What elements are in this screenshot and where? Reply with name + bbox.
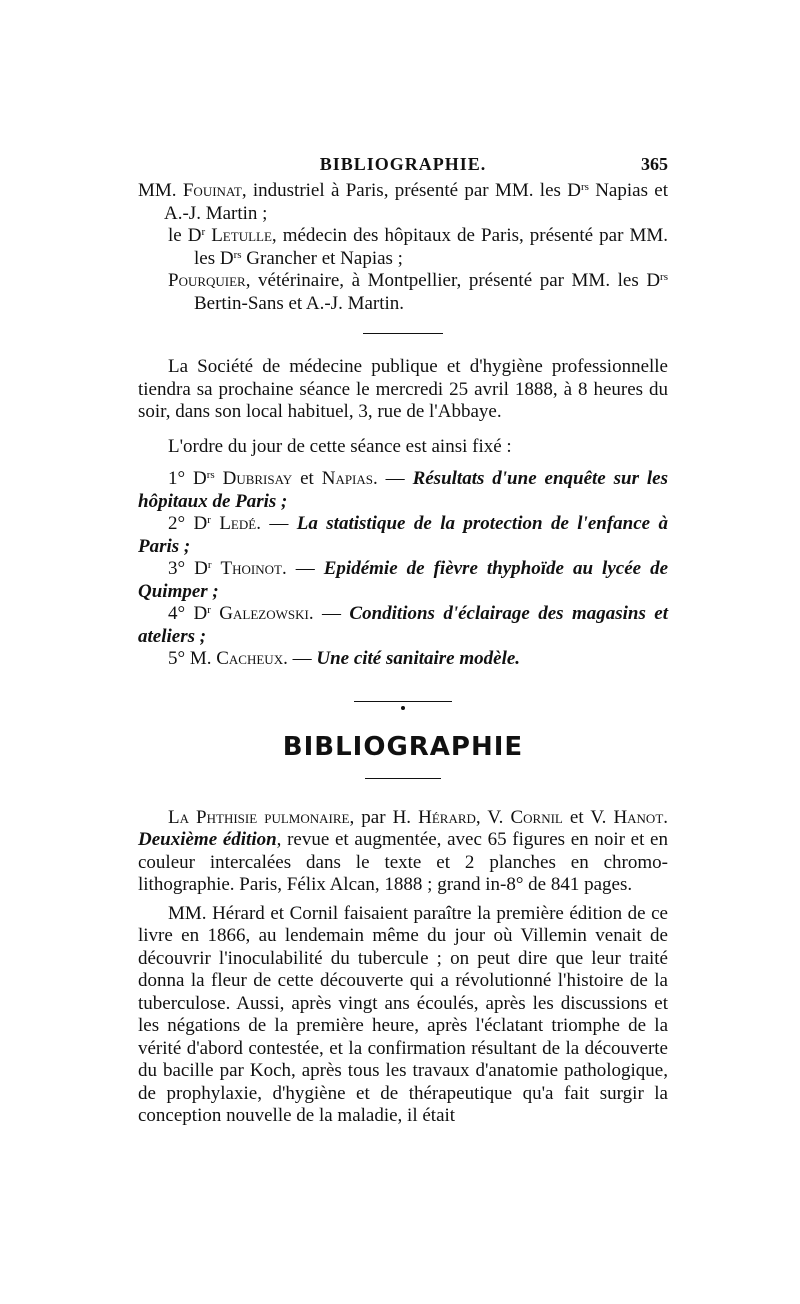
book-title: La Phthisie pulmonaire <box>168 806 350 828</box>
agenda-number: 5° M. <box>168 648 217 669</box>
announcement: La Société de médecine publique et d'hygiène professionnelle tiendra sa prochaine séance le mercredi 25 avril 1888, à 8 heures du soir, dans son local habituel, 3, rue de l'Abbaye. <box>138 356 668 422</box>
section-title: BIBLIOGRAPHIE <box>282 731 524 762</box>
sup: rs <box>660 271 668 283</box>
citation-text: , par H. <box>349 806 419 828</box>
speaker-name: Galezowski <box>219 603 309 624</box>
citation-details: , revue et augmentée, avec 65 figures en noir et en couleur intercalées dans le texte et 2 planches en chromo-lithographie. Paris, Félix Alcan, 1888 ; grand in-8° de 841 pages. <box>138 829 668 895</box>
agenda-separator: . — <box>281 558 324 579</box>
running-head <box>138 148 668 178</box>
divider <box>365 778 441 779</box>
divider-dot <box>401 706 405 710</box>
agenda-item <box>138 558 668 603</box>
citation-text: , V. <box>475 806 511 828</box>
sup: r <box>207 604 211 616</box>
member-text: Grancher et Napias ; <box>241 247 403 269</box>
agenda-intro: L'ordre du jour de cette séance est ainsi fixé : <box>168 435 512 457</box>
agenda-item <box>138 468 668 513</box>
agenda-separator: . — <box>256 513 297 534</box>
agenda-number: 3° D <box>168 558 208 579</box>
sup: r <box>207 559 212 571</box>
agenda-separator: . — <box>283 648 317 669</box>
speaker-name: Thoinot <box>220 558 282 579</box>
member-prefix: MM. <box>138 180 183 201</box>
page <box>138 148 668 1128</box>
talk-title: Epidémie de fièvre thyphoïde au lycée de Quimper ; <box>138 558 669 602</box>
member-text: Napias et A.-J. Martin ; <box>164 180 668 224</box>
member-entry <box>168 270 668 315</box>
speaker-name: Napias <box>321 468 374 489</box>
talk-title: Une cité sanitaire modèle. <box>316 648 521 669</box>
sup: rs <box>206 469 215 481</box>
divider <box>363 333 443 334</box>
members-list <box>138 180 668 315</box>
sup: r <box>201 226 206 238</box>
member-text: , vétérinaire, à Montpellier, présenté par MM. les D <box>245 270 661 291</box>
citation-text: . <box>663 806 669 828</box>
member-prefix: le D <box>168 225 202 246</box>
agenda-number: 1° D <box>168 468 207 489</box>
member-name: Pourquier <box>168 270 246 291</box>
agenda-item <box>138 513 668 558</box>
author-name: Hanot <box>613 806 664 828</box>
agenda-separator: . — <box>308 603 350 624</box>
author-name: Hérard <box>418 806 476 828</box>
citation-text: et V. <box>562 806 614 828</box>
speaker-name: Cacheux <box>216 648 284 669</box>
member-entry <box>138 180 668 225</box>
member-text: Bertin-Sans et A.-J. Martin. <box>194 292 405 314</box>
talk-title: Résultats d'une enquête sur les hôpitaux de Paris ; <box>138 468 669 512</box>
agenda-item <box>138 648 668 671</box>
section-divider <box>138 701 668 710</box>
divider <box>354 701 452 702</box>
agenda-joiner: et <box>292 468 322 489</box>
sup: r <box>207 514 211 526</box>
agenda-separator: . — <box>373 468 413 489</box>
member-name: Letulle <box>211 225 272 246</box>
agenda-number: 2° D <box>168 513 208 534</box>
talk-title: La statistique de la protection de l'enfance à Paris ; <box>138 513 669 557</box>
talk-title: Conditions d'éclairage des magasins et ateliers ; <box>138 603 668 647</box>
member-text: , industriel à Paris, présenté par MM. les D <box>241 180 581 201</box>
agenda-number: 4° D <box>168 603 208 624</box>
page-number: 365 <box>641 154 668 174</box>
running-title: BIBLIOGRAPHIE. <box>319 154 487 174</box>
sup: rs <box>233 248 242 261</box>
member-entry <box>168 225 668 270</box>
member-text: , médecin des hôpitaux de Paris, présenté par MM. les D <box>194 225 668 269</box>
review-body: MM. Hérard et Cornil faisaient paraître la première édition de ce livre en 1866, au lendemain même du jour où Villemin venait de découvrir l'inoculabilité du tubercule ; on peut dire que leur traité donna la fleur de cette découverte qui a révolutionné l'histoire de la tuberculose. Aussi, après vingt ans écoulés, après les discussions et les négations de la première heure, après l'éclatant triomphe de la vérité d'abord contestée, et la confirmation résultant de la découverte du bacille par Koch, après tous les travaux d'anatomie pathologique, de prophylaxie, d'hygiène et de thérapeutique qu'a fait surgir la conception nouvelle de la maladie, il était <box>138 902 668 1126</box>
sup: rs <box>580 181 589 193</box>
author-name: Cornil <box>510 806 563 828</box>
speaker-name: Ledé <box>219 513 257 534</box>
agenda-list <box>138 468 668 671</box>
review-citation <box>138 807 668 897</box>
member-name: Fouinat <box>182 180 242 201</box>
agenda-item <box>138 603 668 648</box>
speaker-name: Dubrisay <box>222 468 293 489</box>
edition: Deuxième édition <box>138 829 277 850</box>
